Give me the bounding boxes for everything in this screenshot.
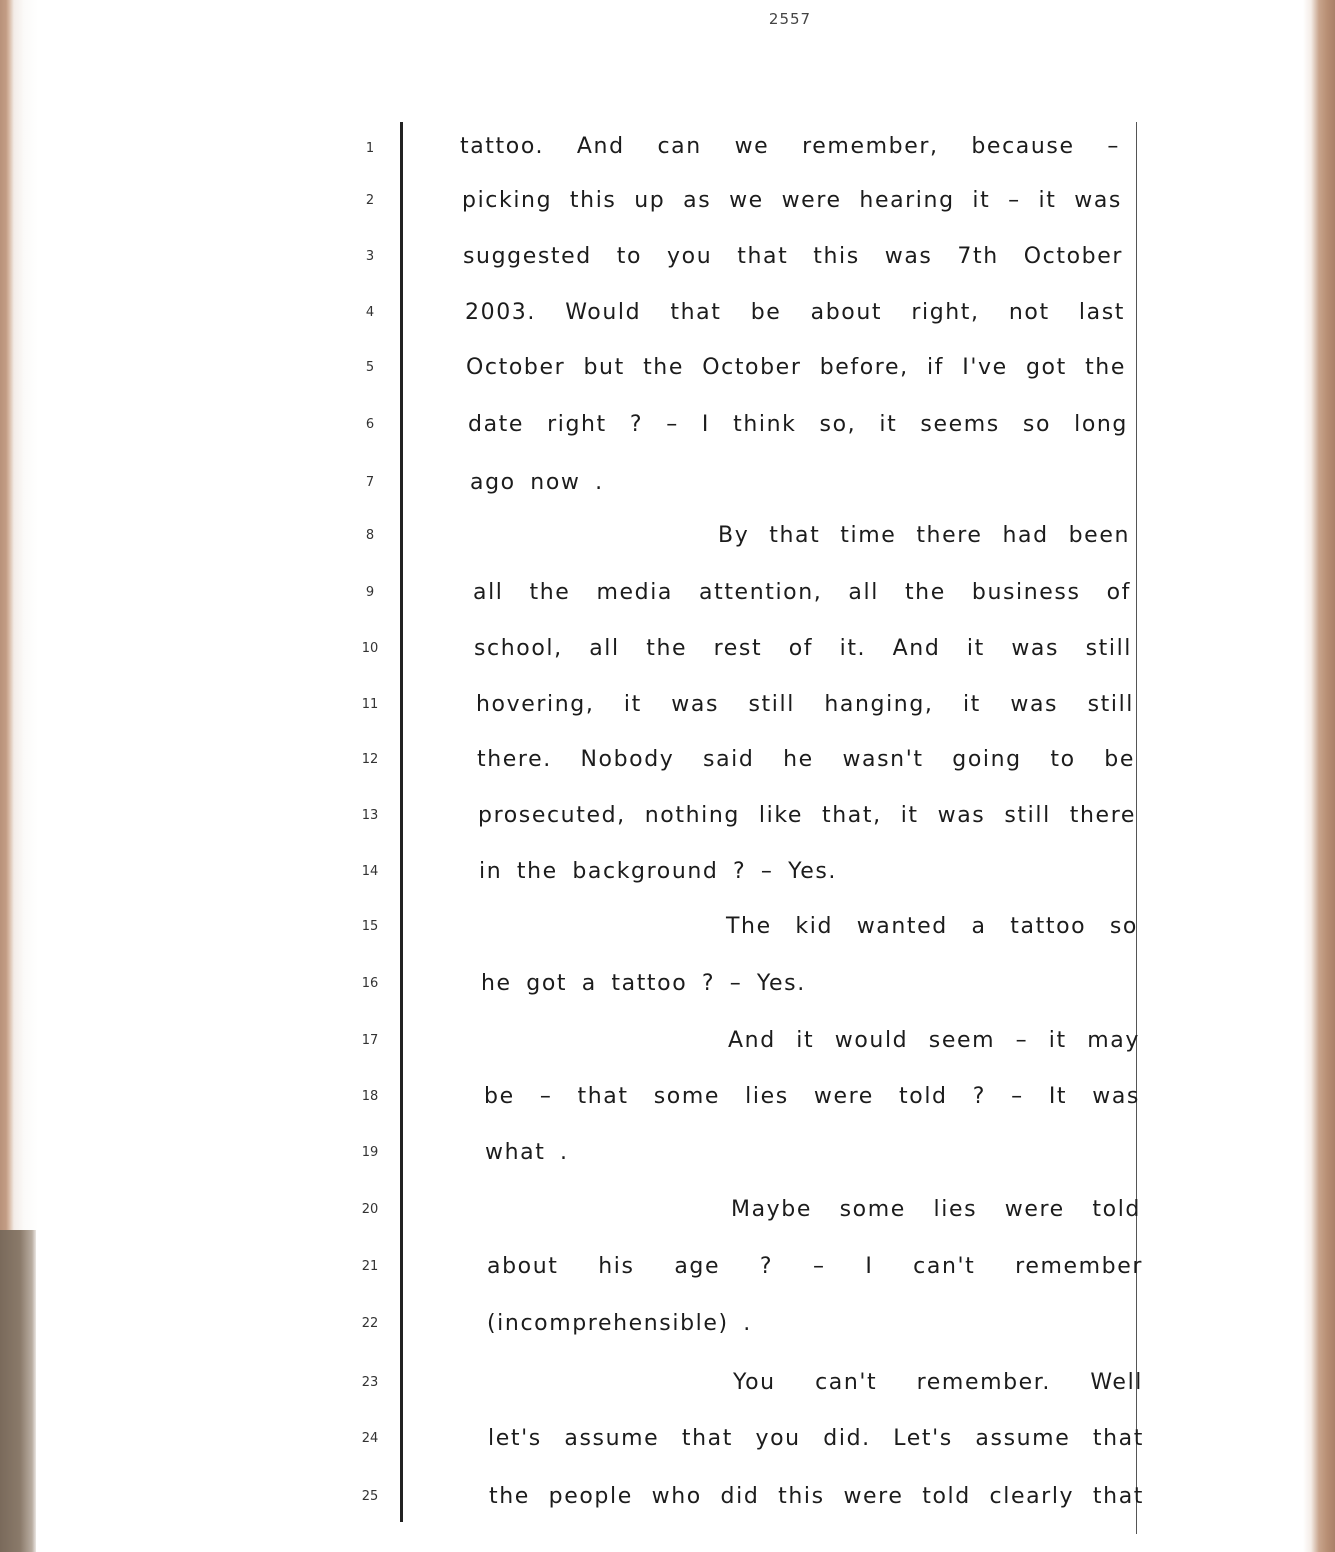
line-text: (incomprehensible) .: [487, 1311, 752, 1336]
transcript-line: [0, 685, 1335, 725]
line-number: 19: [361, 1145, 379, 1160]
line-number: 25: [361, 1489, 379, 1504]
line-number: 11: [361, 697, 379, 712]
transcript-line: [0, 629, 1335, 669]
line-number: 17: [361, 1033, 379, 1048]
line-number: 13: [361, 808, 379, 823]
line-text: about his age ? – I can't remember: [487, 1254, 1143, 1279]
line-text: By that time there had been: [718, 523, 1130, 548]
transcript-line: [0, 348, 1335, 388]
line-text: date right ? – I think so, it seems so long: [468, 412, 1128, 437]
transcript-line: [0, 1021, 1335, 1061]
line-number: 9: [365, 585, 375, 600]
line-number: 5: [365, 360, 375, 375]
transcript-line: [0, 1363, 1335, 1403]
line-number: 14: [361, 864, 379, 879]
line-text: 2003. Would that be about right, not last: [465, 300, 1125, 325]
line-text: prosecuted, nothing like that, it was still there: [478, 803, 1136, 828]
line-text: hovering, it was still hanging, it was still: [476, 692, 1134, 717]
line-text: there. Nobody said he wasn't going to be: [477, 747, 1135, 772]
transcript-line: [0, 907, 1335, 947]
line-text: suggested to you that this was 7th October: [463, 244, 1123, 269]
transcript-line: [0, 293, 1335, 333]
transcript-line: [0, 852, 1335, 892]
page-number: 2557: [768, 10, 812, 28]
line-text: You can't remember. Well: [733, 1370, 1143, 1395]
transcript-line: [0, 1304, 1335, 1344]
line-text: in the background ? – Yes.: [479, 859, 838, 884]
line-number: 8: [365, 528, 375, 543]
transcript-line: [0, 463, 1335, 503]
transcript-line: [0, 1419, 1335, 1459]
transcript-line: [0, 1247, 1335, 1287]
line-number: 4: [365, 305, 375, 320]
line-text: all the media attention, all the business of: [473, 580, 1131, 605]
transcript-line: [0, 1477, 1335, 1517]
line-number: 21: [361, 1259, 379, 1274]
transcript-line: [0, 405, 1335, 445]
line-number: 16: [361, 976, 379, 991]
line-number: 24: [361, 1431, 379, 1446]
transcript-line: [0, 237, 1335, 277]
line-text: school, all the rest of it. And it was still: [474, 636, 1132, 661]
transcript-line: [0, 1190, 1335, 1230]
line-text: be – that some lies were told ? – It was: [484, 1084, 1140, 1109]
line-text: October but the October before, if I've got the: [466, 355, 1126, 380]
line-number: 12: [361, 752, 379, 767]
transcript-line: [0, 740, 1335, 780]
transcript-line: [0, 964, 1335, 1004]
line-number: 22: [361, 1316, 379, 1331]
line-text: he got a tattoo ? – Yes.: [481, 971, 806, 996]
line-number: 7: [365, 475, 375, 490]
transcript-line: [0, 1077, 1335, 1117]
line-number: 10: [361, 641, 379, 656]
line-text: The kid wanted a tattoo so: [726, 914, 1138, 939]
line-number: 15: [361, 919, 379, 934]
transcript-line: [0, 796, 1335, 836]
line-text: And it would seem – it may: [728, 1028, 1140, 1053]
line-text: picking this up as we were hearing it – it was: [462, 188, 1122, 213]
transcript-line: [0, 516, 1335, 556]
line-text: tattoo. And can we remember, because –: [460, 134, 1120, 159]
line-number: 18: [361, 1089, 379, 1104]
line-number: 20: [361, 1202, 379, 1217]
line-number: 2: [365, 193, 375, 208]
transcript-line: [0, 127, 1335, 167]
transcript-line: [0, 573, 1335, 613]
line-text: ago now .: [470, 470, 604, 495]
line-number: 23: [361, 1375, 379, 1390]
line-number: 3: [365, 249, 375, 264]
line-text: let's assume that you did. Let's assume that: [488, 1426, 1144, 1451]
transcript-line: [0, 181, 1335, 221]
line-text: what .: [485, 1140, 569, 1165]
line-text: the people who did this were told clearly that: [489, 1484, 1144, 1509]
line-number: 1: [365, 141, 375, 156]
transcript-line: [0, 1133, 1335, 1173]
line-number: 6: [365, 417, 375, 432]
line-text: Maybe some lies were told: [731, 1197, 1141, 1222]
